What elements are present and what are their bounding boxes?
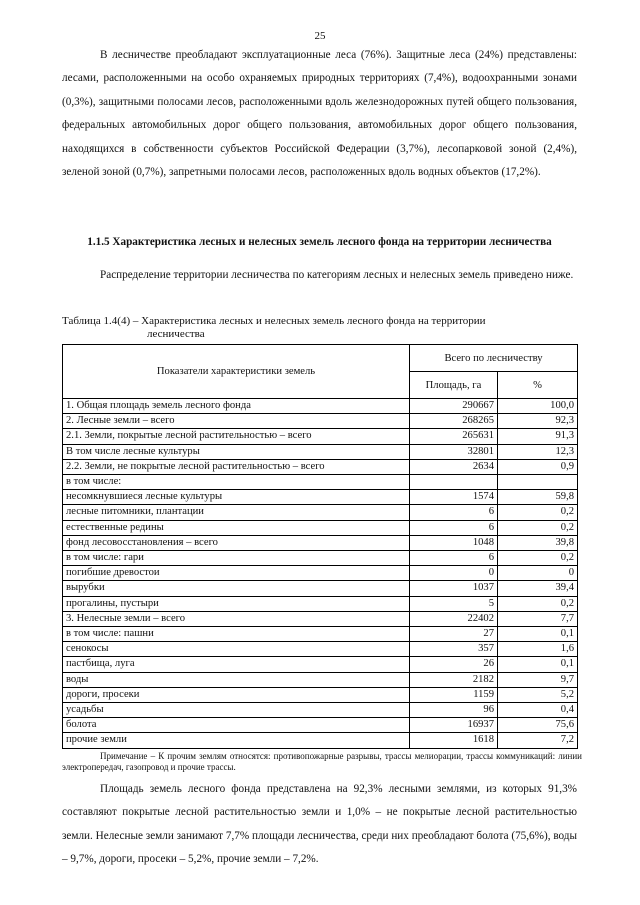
table-caption-line2: лесничества [147, 328, 205, 340]
table-row [63, 718, 578, 733]
row-area: 2634 [410, 459, 498, 474]
table-caption [62, 315, 582, 341]
row-area: 1574 [410, 490, 498, 505]
row-area [410, 475, 498, 490]
row-percent: 0,2 [498, 505, 578, 520]
row-percent: 0,9 [498, 459, 578, 474]
row-label: естественные редины [63, 520, 410, 535]
row-label: болота [63, 718, 410, 733]
table-row [63, 657, 578, 672]
row-area: 16937 [410, 718, 498, 733]
table-row [63, 687, 578, 702]
row-label: прогалины, пустыри [63, 596, 410, 611]
row-percent: 12,3 [498, 444, 578, 459]
row-percent: 7,7 [498, 611, 578, 626]
distribution-paragraph [62, 264, 577, 287]
row-percent: 100,0 [498, 399, 578, 414]
row-label: пастбища, луга [63, 657, 410, 672]
row-area: 1048 [410, 535, 498, 550]
header-indicator: Показатели характеристики земель [63, 345, 410, 399]
row-area: 6 [410, 520, 498, 535]
header-area: Площадь, га [410, 372, 498, 399]
row-label: фонд лесовосстановления – всего [63, 535, 410, 550]
row-area: 6 [410, 551, 498, 566]
row-area: 1159 [410, 687, 498, 702]
page-number: 25 [314, 30, 326, 42]
row-area: 6 [410, 505, 498, 520]
table-row [63, 703, 578, 718]
row-label: 2.2. Земли, не покрытые лесной растительностью – всего [63, 459, 410, 474]
table-row [63, 551, 578, 566]
row-label: в том числе: гари [63, 551, 410, 566]
row-label: сенокосы [63, 642, 410, 657]
table-row [63, 596, 578, 611]
table-row [63, 459, 578, 474]
summary-paragraph-text: Площадь земель лесного фонда представлена на 92,3% лесными землями, из которых 91,3% составляют покрытые лесной растительностью земли и 1,0% – не покрытые лесной растительностью земли. Нелесные земли занимают 7,7% площади лесничества, среди них преобладают болота (75,6%), воды – 9,7%, дороги, просеки – 5,2%, прочие земли – 7,2%. [62, 783, 577, 866]
row-percent: 0,1 [498, 657, 578, 672]
header-percent: % [498, 372, 578, 399]
row-area: 2182 [410, 672, 498, 687]
row-label: лесные питомники, плантации [63, 505, 410, 520]
row-area: 22402 [410, 611, 498, 626]
row-label: прочие земли [63, 733, 410, 748]
row-percent: 0,1 [498, 627, 578, 642]
table-row [63, 611, 578, 626]
table-row [63, 672, 578, 687]
table-row [63, 429, 578, 444]
row-label: в том числе: пашни [63, 627, 410, 642]
row-label: в том числе: [63, 475, 410, 490]
row-percent: 0 [498, 566, 578, 581]
row-label: дороги, просеки [63, 687, 410, 702]
row-label: В том числе лесные культуры [63, 444, 410, 459]
row-label: усадьбы [63, 703, 410, 718]
table-row [63, 581, 578, 596]
header-total: Всего по лесничеству [410, 345, 578, 372]
land-characteristics-table [62, 344, 578, 749]
table-row [63, 414, 578, 429]
row-percent: 92,3 [498, 414, 578, 429]
row-percent: 75,6 [498, 718, 578, 733]
table-row [63, 627, 578, 642]
row-area: 1037 [410, 581, 498, 596]
table-row [63, 642, 578, 657]
table-row [63, 399, 578, 414]
row-label: погибшие древостои [63, 566, 410, 581]
row-percent: 1,6 [498, 642, 578, 657]
row-percent: 9,7 [498, 672, 578, 687]
row-area: 0 [410, 566, 498, 581]
table-row [63, 566, 578, 581]
row-label: 2.1. Земли, покрытые лесной растительностью – всего [63, 429, 410, 444]
table-row [63, 520, 578, 535]
row-label: воды [63, 672, 410, 687]
summary-paragraph [62, 778, 577, 872]
distribution-paragraph-text: Распределение территории лесничества по категориям лесных и нелесных земель приведено ниже. [100, 269, 574, 281]
row-percent: 0,2 [498, 520, 578, 535]
row-percent: 0,4 [498, 703, 578, 718]
row-area: 5 [410, 596, 498, 611]
row-area: 290667 [410, 399, 498, 414]
row-area: 27 [410, 627, 498, 642]
row-label: 2. Лесные земли – всего [63, 414, 410, 429]
row-area: 265631 [410, 429, 498, 444]
row-area: 96 [410, 703, 498, 718]
row-label: 1. Общая площадь земель лесного фонда [63, 399, 410, 414]
row-percent: 91,3 [498, 429, 578, 444]
row-area: 1618 [410, 733, 498, 748]
row-percent: 7,2 [498, 733, 578, 748]
row-percent: 59,8 [498, 490, 578, 505]
row-label: вырубки [63, 581, 410, 596]
row-percent: 5,2 [498, 687, 578, 702]
intro-paragraph-text: В лесничестве преобладают эксплуатационные леса (76%). Защитные леса (24%) представлены: лесами, расположенными на особо охраняемых природных территориях (7,4%), водоохранными зонами (0,3%), защитными полосами лесов, расположенными вдоль железнодорожных путей общего пользования, федеральных автомобильных дорог общего пользования, автомобильных дорог общего пользования, находящихся в собственности субъектов Российской Федерации (3,7%), лесопарковой зоной (2,4%), зеленой зоной (0,7%), запретными полосами лесов, расположенных вдоль водных объектов (17,2%). [62, 49, 577, 179]
row-percent [498, 475, 578, 490]
table-note-text: Примечание – К прочим землям относятся: противопожарные разрывы, трассы мелиорации, трассы коммуникаций: линии электропередач, газопровод и прочие трассы. [62, 751, 582, 772]
table-body [63, 399, 578, 749]
table-row [63, 535, 578, 550]
row-percent: 39,8 [498, 535, 578, 550]
row-area: 357 [410, 642, 498, 657]
row-label: 3. Нелесные земли – всего [63, 611, 410, 626]
table-row [63, 733, 578, 748]
table-note [62, 751, 582, 773]
row-area: 26 [410, 657, 498, 672]
table-row [63, 444, 578, 459]
table-row [63, 505, 578, 520]
section-heading: 1.1.5 Характеристика лесных и нелесных земель лесного фонда на территории лесничества [87, 236, 552, 248]
row-area: 268265 [410, 414, 498, 429]
row-percent: 0,2 [498, 551, 578, 566]
row-percent: 39,4 [498, 581, 578, 596]
row-area: 32801 [410, 444, 498, 459]
intro-paragraph [62, 44, 577, 184]
table-caption-line1: Таблица 1.4(4) – Характеристика лесных и нелесных земель лесного фонда на территории [62, 315, 486, 327]
row-label: несомкнувшиеся лесные культуры [63, 490, 410, 505]
row-percent: 0,2 [498, 596, 578, 611]
table-row [63, 490, 578, 505]
table-row [63, 475, 578, 490]
